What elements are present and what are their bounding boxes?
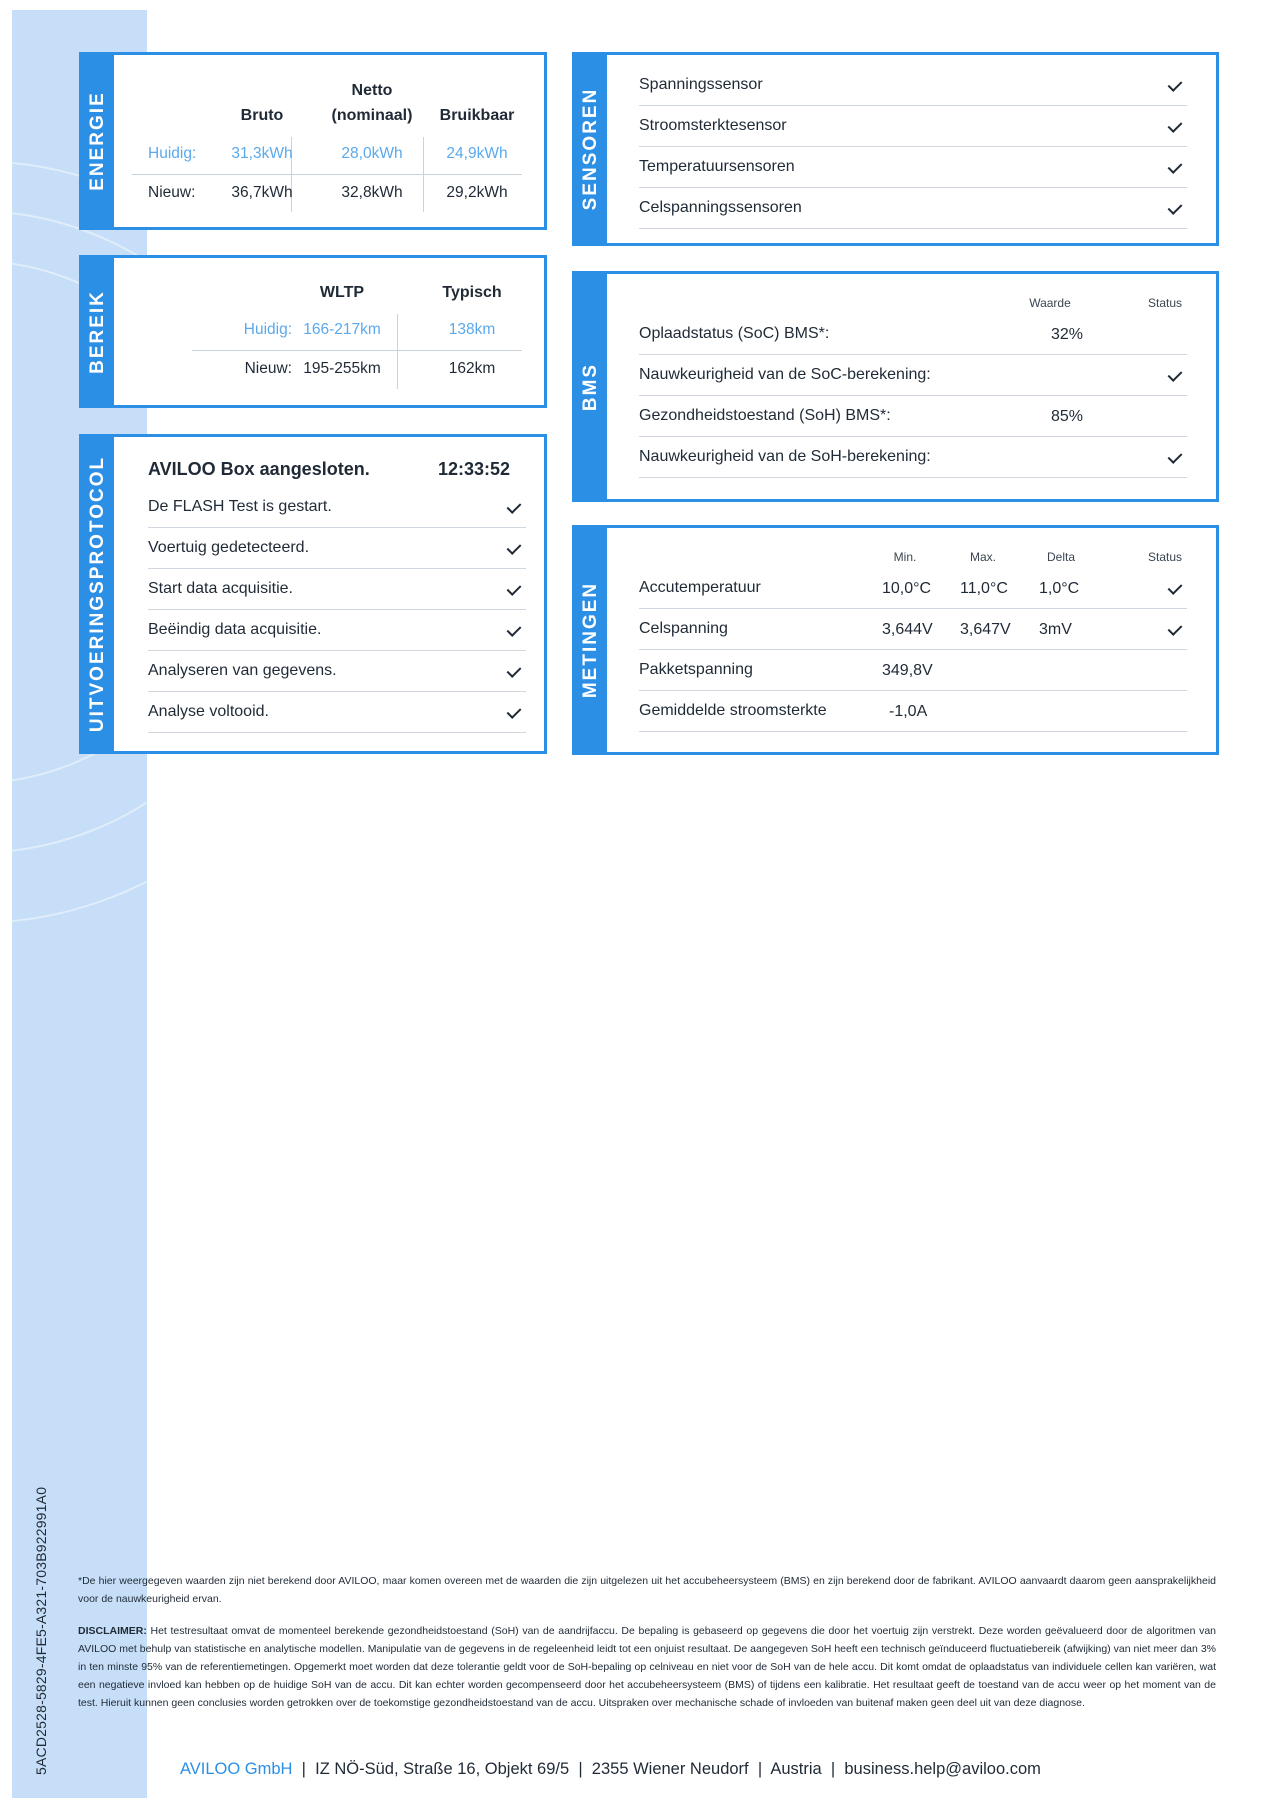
city: 2355 Wiener Neudorf xyxy=(591,1760,749,1778)
check-icon xyxy=(1168,77,1183,92)
email-link[interactable]: business.help@aviloo.com xyxy=(844,1760,1041,1778)
bms-row: Nauwkeurigheid van de SoC-berekening: xyxy=(639,355,1187,396)
protocol-step: De FLASH Test is gestart. xyxy=(148,487,526,528)
company-name: AVILOO GmbH xyxy=(180,1760,293,1778)
document-id: 5ACD2528-5829-4FE5-A321-703B922991A0 xyxy=(33,1486,49,1775)
check-icon xyxy=(507,704,522,719)
nieuw-bruto: 36,7kWh xyxy=(231,184,293,201)
protocol-card xyxy=(79,434,547,754)
disclaimer: DISCLAIMER: Het testresultaat omvat de momenteel berekende gezondheidstoestand (SoH) van de aandrijfaccu. De bepaling is gebaseerd op gegevens die door het voertuig zijn verstrekt. Deze worden geëvalueerd door de algoritmen van AVILOO met behulp van statistische en analytische modellen. Manipulatie van de gegevens in de regeleenheid leidt tot een onjuist resultaat. De aangegeven SoH heeft een technisch geïnduceerd fluctuatiebereik (afwijking) van niet meer dan 3% in ten minste 95% van de referentiemetingen. Opgemerkt moet worden dat deze tolerantie geldt voor de SoH-bepaling op celniveau en niet voor de SoH van de hele accu. Dit komt omdat de oplaadstatus van individuele cellen kan variëren, wat een negatieve invloed kan hebben op de huidige SoH van de accu. Dit kan echter worden gecompenseerd door het accubeheersysteem (BMS) of tijdens een kalibratie. Het resultaat geeft de toestand van de accu weer op het moment van de test. Hieruit kunnen geen conclusies worden getrokken over de toekomstige gezondheidstoestand van de accu. Uitspraken over mechanische schade of invloeden van buitenaf maken geen deel uit van deze diagnose. xyxy=(78,1625,1216,1709)
nieuw-label: Nieuw: xyxy=(148,184,196,201)
footer: AVILOO GmbH | IZ NÖ-Süd, Straße 16, Objekt 69/5 | 2355 Wiener Neudorf | Austria | business.help@aviloo.com xyxy=(180,1760,1041,1778)
huidig-netto: 28,0kWh xyxy=(341,145,403,162)
metingen-card xyxy=(572,525,1219,755)
col-waarde: Waarde xyxy=(1029,296,1071,310)
meting-row: Gemiddelde stroomsterkte -1,0A xyxy=(639,691,1187,732)
col-max: Max. xyxy=(969,550,996,564)
energie-side-label: ENERGIE xyxy=(82,55,114,227)
protocol-heading: AVILOO Box aangesloten. xyxy=(148,459,370,479)
nieuw-wltp: 195-255km xyxy=(303,360,381,377)
footnote: *De hier weergegeven waarden zijn niet berekend door AVILOO, maar komen overeen met de waarden die zijn uitgelezen uit het accubeheersysteem (BMS) en zijn berekend door de fabrikant. AVILOO aanvaardt daarom geen aansprakelijkheid voor de nauwkeurigheid ervan. xyxy=(78,1575,1216,1605)
nieuw-netto: 32,8kWh xyxy=(341,184,403,201)
bms-row: Oplaadstatus (SoC) BMS*: 32% xyxy=(639,314,1187,355)
address: IZ NÖ-Süd, Straße 16, Objekt 69/5 xyxy=(315,1760,570,1778)
check-icon xyxy=(1168,200,1183,215)
check-icon xyxy=(1168,118,1183,133)
col-typisch: Typisch xyxy=(442,284,502,301)
col-delta: Delta xyxy=(1046,550,1075,564)
bms-row: Nauwkeurigheid van de SoH-berekening: xyxy=(639,437,1187,478)
sensor-row: Temperatuursensoren xyxy=(639,147,1187,188)
huidig-label: Huidig: xyxy=(243,321,292,338)
country: Austria xyxy=(770,1760,822,1778)
check-icon xyxy=(1168,159,1183,174)
check-icon xyxy=(1168,580,1183,595)
metingen-side-label: METINGEN xyxy=(575,528,607,752)
col-netto-sub: (nominaal) xyxy=(331,107,413,124)
bms-card xyxy=(572,271,1219,502)
check-icon xyxy=(507,581,522,596)
protocol-step: Beëindig data acquisitie. xyxy=(148,610,526,651)
huidig-bruto: 31,3kWh xyxy=(231,145,293,162)
huidig-bruikbaar: 24,9kWh xyxy=(446,145,508,162)
nieuw-label: Nieuw: xyxy=(244,360,292,377)
bms-row: Gezondheidstoestand (SoH) BMS*: 85% xyxy=(639,396,1187,437)
nieuw-bruikbaar: 29,2kWh xyxy=(446,184,508,201)
check-icon xyxy=(1168,621,1183,636)
protocol-step: Analyse voltooid. xyxy=(148,692,526,733)
col-status: Status xyxy=(1147,550,1183,564)
check-icon xyxy=(1168,449,1183,464)
sensor-row: Stroomsterktesensor xyxy=(639,106,1187,147)
protocol-step: Voertuig gedetecteerd. xyxy=(148,528,526,569)
huidig-typisch: 138km xyxy=(448,321,496,338)
nieuw-typisch: 162km xyxy=(448,360,496,377)
meting-row: Accutemperatuur 10,0°C 11,0°C 1,0°C xyxy=(639,568,1187,609)
col-netto: Netto xyxy=(351,82,393,99)
bereik-side-label: BEREIK xyxy=(82,258,114,405)
sensoren-side-label: SENSOREN xyxy=(575,55,607,243)
protocol-time: 12:33:52 xyxy=(438,459,511,479)
protocol-step: Analyseren van gegevens. xyxy=(148,651,526,692)
check-icon xyxy=(507,663,522,678)
sensor-row: Spanningssensor xyxy=(639,65,1187,106)
sensoren-card xyxy=(572,52,1219,246)
col-wltp: WLTP xyxy=(319,284,365,301)
protocol-side-label: UITVOERINGSPROTOCOL xyxy=(82,437,114,751)
meting-row: Celspanning 3,644V 3,647V 3mV xyxy=(639,609,1187,650)
huidig-wltp: 166-217km xyxy=(303,321,381,338)
col-min: Min. xyxy=(893,550,917,564)
energie-card xyxy=(79,52,547,230)
col-status: Status xyxy=(1147,296,1183,310)
check-icon xyxy=(1168,367,1183,382)
check-icon xyxy=(507,622,522,637)
check-icon xyxy=(507,540,522,555)
bereik-card xyxy=(79,255,547,408)
huidig-label: Huidig: xyxy=(148,145,197,162)
sensor-row: Celspanningssensoren xyxy=(639,188,1187,229)
col-bruikbaar: Bruikbaar xyxy=(439,107,515,124)
col-bruto: Bruto xyxy=(240,107,284,124)
protocol-step: Start data acquisitie. xyxy=(148,569,526,610)
meting-row: Pakketspanning 349,8V xyxy=(639,650,1187,691)
bms-side-label: BMS xyxy=(575,274,607,499)
check-icon xyxy=(507,499,522,514)
